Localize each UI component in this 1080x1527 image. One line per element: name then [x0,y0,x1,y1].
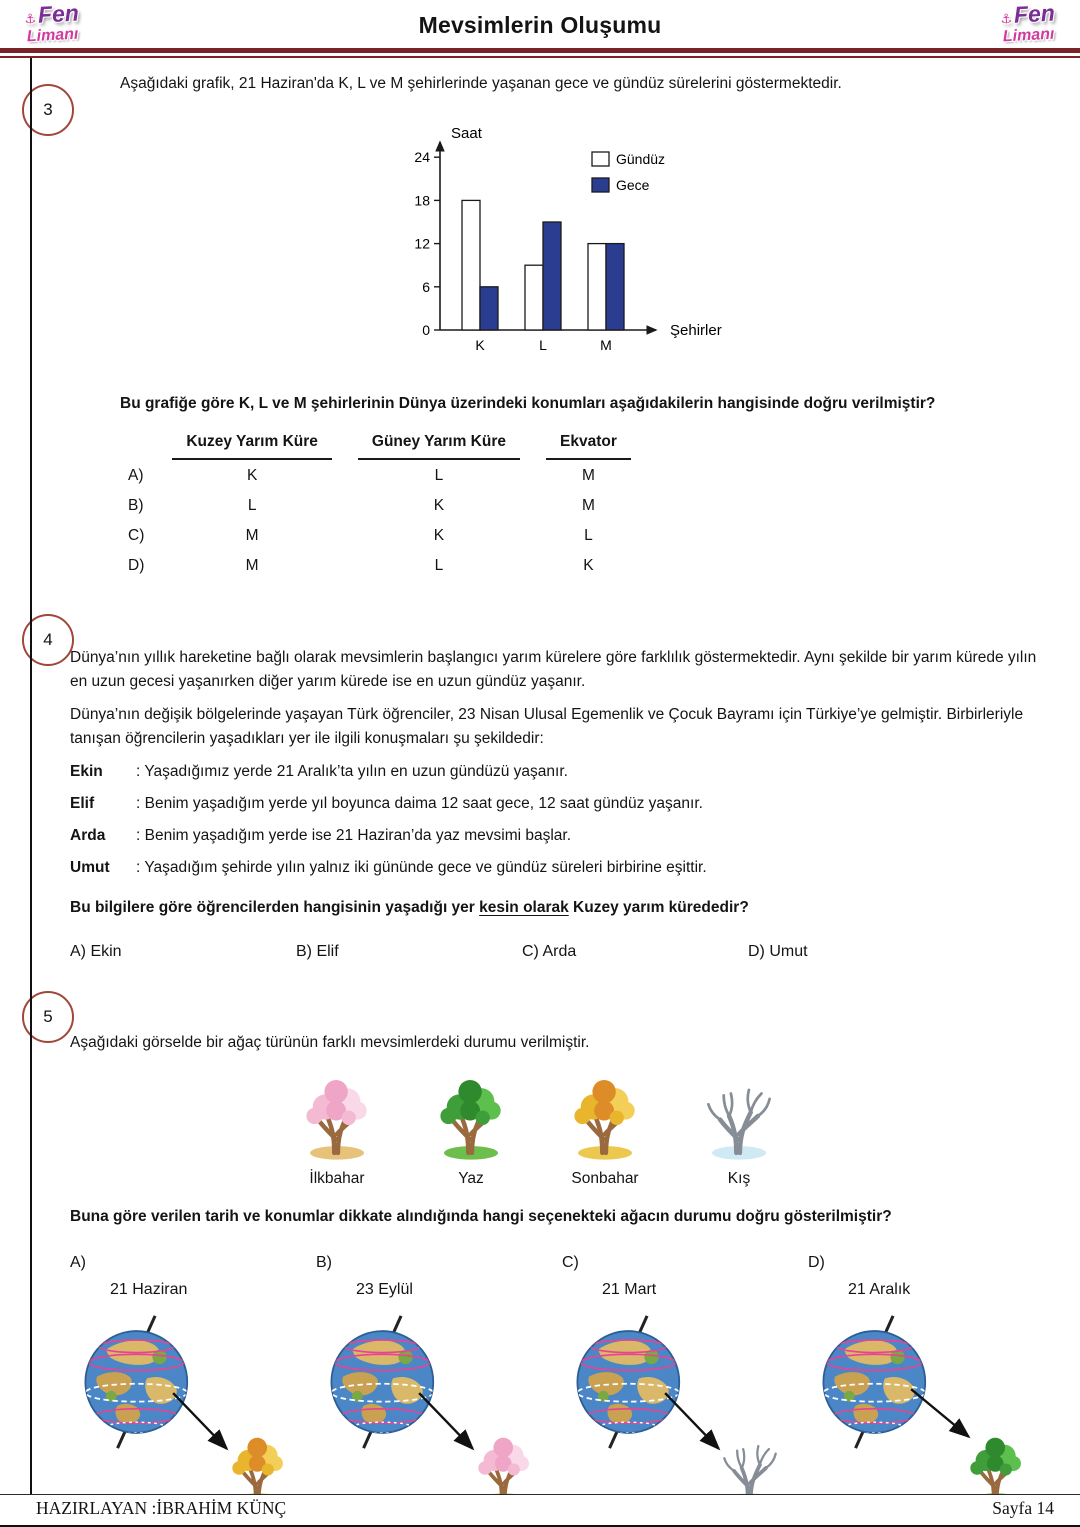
season-figure-winter [697,1071,781,1191]
q5-option-b [316,1251,554,1505]
left-border-rule [30,58,32,1525]
speaker-line-elif [70,792,1046,816]
speaker-text: : Benim yaşadığım yerde ise 21 Haziran’da yaz mevsimi başlar. [136,827,572,845]
svg-text:L: L [539,337,547,354]
speaker-text: : Benim yaşadığım yerde yıl boyunca daima 12 saat gece, 12 saat gündüz yaşanır. [136,795,703,813]
fen-limani-logo-right [979,1,1077,47]
q4-option-a: A) Ekin [70,943,122,961]
q4-speaker-statements [70,760,1046,880]
q3-row-a-label: A) [128,467,144,485]
footer-page-number: Sayfa 14 [992,1498,1054,1518]
svg-text:Şehirler: Şehirler [670,322,722,340]
q5-option-a [70,1251,308,1505]
q3-answer-row-b [126,492,631,520]
q3-header-north: Kuzey Yarım Küre [172,430,332,460]
option-date: 23 Eylül [356,1280,413,1298]
q4-paragraph-2: Dünya’nın değişik bölgelerinde yaşayan Türk öğrenciler, 23 Nisan Ulusal Egemenlik ve Çocuk Bayramı için Türkiye’ye gelmiştir. Birbirleriyle tanışan öğrencilerin yaşadıkları yer ile ilgili konuşmaları şu şekildedir: [70,706,1024,748]
q3-answer-row-d [126,552,631,580]
speaker-text: : Yaşadığım şehirde yılın yalnız iki gününde gece ve gündüz süreleri birbirine eşittir. [136,859,707,877]
q3-row-a-cell: K [246,467,258,485]
speaker-name: Umut [70,859,110,877]
season-label: Kış [727,1170,751,1188]
season-figure-spring [295,1071,379,1191]
page-header [0,0,1080,48]
speaker-line-ekin [70,760,1046,784]
svg-text:K: K [475,337,485,354]
season-figure-summer [429,1071,513,1191]
option-label: C) [562,1254,579,1272]
option-date: 21 Aralık [848,1280,911,1298]
season-label: İlkbahar [309,1170,365,1188]
q4-option-c: C) Arda [522,943,577,961]
season-label: Yaz [458,1170,484,1188]
option-label: B) [316,1254,332,1272]
footer-author: HAZIRLAYAN :İBRAHİM KÜNÇ [36,1498,287,1518]
option-date: 21 Haziran [110,1280,188,1298]
logo-word-limani: Limanı [1002,25,1055,46]
page-footer [0,1494,1080,1525]
q3-chart-wrapper [70,106,1046,386]
earth-globe-image [72,1309,206,1455]
autumn-tree-image [563,1071,647,1161]
question-5-section [43,1006,1046,1505]
svg-text:Saat: Saat [451,125,482,143]
earth-globe-image [810,1309,944,1455]
svg-text:0: 0 [422,322,430,339]
q3-intro-text: Aşağıdaki grafik, 21 Haziran'da K, L ve M şehirlerinde yaşanan gece ve gündüz sürelerini göstermektedir. [120,75,842,92]
option-label: D) [808,1254,825,1272]
svg-text:6: 6 [422,278,430,295]
globe-tree-graphic [70,1309,308,1505]
logo-word-limani: Limanı [26,25,79,46]
q3-row-d-label: D) [128,557,145,575]
earth-globe-image [318,1309,452,1455]
season-figure-autumn [563,1071,647,1191]
q4-option-d: D) Umut [748,943,808,961]
option-date: 21 Mart [602,1280,657,1298]
speaker-line-umut [70,856,1046,880]
anchor-icon: ⚓ [24,10,37,27]
q3-row-d-cell: K [583,557,594,575]
q3-answer-table [100,428,657,582]
q3-row-d-cell: L [434,557,444,575]
logo-word-fen: ⚓Fen [1000,0,1056,28]
svg-text:12: 12 [414,235,430,252]
spring-tree-image [295,1071,379,1161]
q3-row-b-cell: K [433,497,445,515]
q3-row-c-cell: L [584,527,593,545]
q3-header-south: Güney Yarım Küre [358,430,520,460]
header-divider-rule [0,48,1080,58]
svg-text:M: M [600,337,612,354]
q3-row-b-cell: L [247,497,257,515]
anchor-icon: ⚓ [1000,10,1013,27]
q3-row-b-label: B) [128,497,144,515]
page-title: Mevsimlerin Oluşumu [418,12,662,38]
underlined-phrase: kesin olarak [479,899,569,917]
logo-word-fen: ⚓Fen [24,0,80,28]
q4-paragraph-1: Dünya’nın yıllık hareketine bağlı olarak mevsimlerin başlangıcı yarım kürelere göre farklılık göstermektedir. Aynı şekilde bir yarım kürede yılın en uzun gecesi yaşanırken diğer yarım kürede ise en uzun gündüz yaşanır. [70,649,1037,691]
question-3-section [43,72,1046,582]
q3-bar-chart [368,106,748,378]
speaker-name: Elif [70,795,95,813]
season-label: Sonbahar [571,1170,639,1188]
q3-question-text: Bu grafiğe göre K, L ve M şehirlerinin Dünya üzerindeki konumları aşağıdakilerin hangisinde doğru verilmiştir? [120,395,936,413]
svg-text:24: 24 [414,149,430,166]
q3-row-c-cell: M [245,527,259,545]
q3-table-header-row [126,430,631,460]
speaker-name: Arda [70,827,106,845]
fen-limani-logo-left [3,1,101,47]
q3-row-a-cell: M [581,467,595,485]
speaker-text: : Yaşadığımız yerde 21 Aralık’ta yılın en uzun gündüzü yaşanır. [136,763,568,781]
q4-options-row [70,940,1046,965]
speaker-name: Ekin [70,763,103,781]
svg-text:Gece: Gece [616,177,650,194]
q3-row-d-cell: M [245,557,259,575]
q3-header-empty [126,430,146,460]
question-4-number-badge: 4 [22,614,74,666]
svg-text:18: 18 [414,192,430,209]
q4-option-b: B) Elif [296,943,339,961]
q3-row-c-label: C) [128,527,145,545]
worksheet-content [0,72,1080,1505]
question-4-section [43,629,1046,965]
q4-question-text: Bu bilgilere göre öğrencilerden hangisinin yaşadığı yer kesin olarak Kuzey yarım kürededir? [70,899,749,917]
question-3-number-badge: 3 [22,84,74,136]
globe-tree-graphic [808,1309,1046,1505]
question-5-number-badge: 5 [22,991,74,1043]
q3-header-equator: Ekvator [546,430,631,460]
globe-tree-graphic [562,1309,800,1505]
earth-globe-image [564,1309,698,1455]
q3-row-c-cell: K [433,527,445,545]
speaker-line-arda [70,824,1046,848]
q5-option-d [808,1251,1046,1505]
q3-row-a-cell: L [434,467,444,485]
globe-tree-graphic [316,1309,554,1505]
svg-text:Gündüz: Gündüz [616,151,666,168]
winter-tree-image [697,1071,781,1161]
seasons-illustration-row [70,1071,1006,1191]
q3-answer-row-c [126,522,631,550]
summer-tree-image [429,1071,513,1161]
option-label: A) [70,1254,86,1272]
q3-answer-row-a [126,462,631,490]
q5-intro-text: Aşağıdaki görselde bir ağaç türünün farklı mevsimlerdeki durumu verilmiştir. [70,1034,590,1052]
q5-options-row [70,1251,1046,1505]
q5-question-text: Buna göre verilen tarih ve konumlar dikkate alındığında hangi seçenekteki ağacın durumu doğru gösterilmiştir? [70,1208,892,1226]
q3-row-b-cell: M [581,497,595,515]
q5-option-c [562,1251,800,1505]
footer-row [0,1495,1080,1525]
